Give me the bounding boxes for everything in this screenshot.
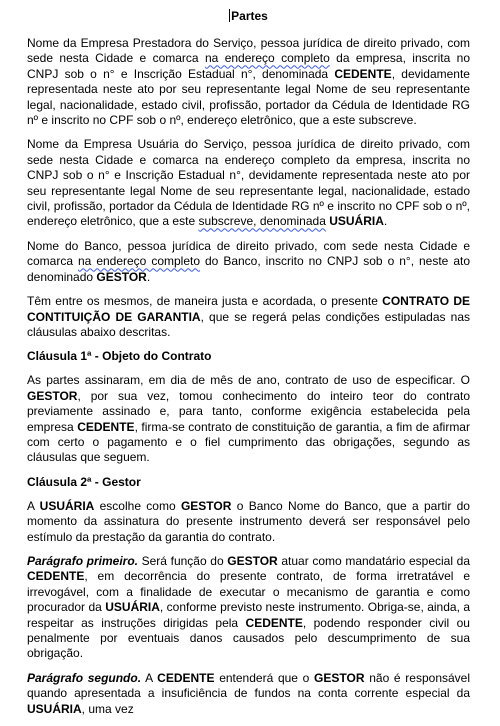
clause-2-heading: Cláusula 2ª - Gestor xyxy=(27,474,141,489)
bold-term: GESTOR xyxy=(96,269,147,284)
spellcheck-underline[interactable]: na endereço completo xyxy=(204,51,330,66)
bold-term: CEDENTE xyxy=(157,670,215,685)
bold-term: USUÁRIA xyxy=(329,214,384,229)
text: entenderá que o xyxy=(214,670,315,685)
text: escolhe como xyxy=(94,498,181,513)
paragraph-second xyxy=(27,671,470,717)
text: do Banco, inscrito no CNPJ sob o n°, neste ato denominado xyxy=(27,254,471,284)
bold-term: USUÁRIA xyxy=(39,498,95,513)
paragraph-clause-1 xyxy=(27,373,470,465)
bold-term: USUÁRIA xyxy=(105,600,160,615)
text: Nome da Empresa Prestadora do Serviço, pessoa jurídica de direito privado, com sede nesta Cidade e comarca xyxy=(27,36,470,66)
paragraph-contract xyxy=(27,294,470,340)
bold-term: CEDENTE xyxy=(77,419,135,434)
bold-term: USUÁRIA xyxy=(27,701,82,716)
paragraph-gestor xyxy=(27,239,470,285)
text-cursor xyxy=(229,9,230,22)
bold-term: CEDENTE xyxy=(245,615,303,630)
clause-1-heading: Cláusula 1ª - Objeto do Contrato xyxy=(27,349,212,364)
bold-term: GESTOR xyxy=(180,498,232,513)
text: da empresa, inscrita no CNPJ sob o n° e Inscrição Estadual n°, denominada xyxy=(27,51,471,81)
bold-term: GESTOR xyxy=(227,553,278,568)
text: , em decorrência do presente contrato, de forma irretratável e irrevogável, com a finalidade de executar o mecanismo de garantia e como procurador da xyxy=(27,569,470,615)
paragraph-label: Parágrafo primeiro. xyxy=(27,553,138,568)
text: As partes assinaram, em dia de mês de ano, contrato de uso de especificar. O xyxy=(27,373,470,388)
paragraph-label: Parágrafo segundo. xyxy=(27,670,142,685)
text: A xyxy=(141,670,158,685)
section-title xyxy=(27,8,470,24)
bold-term: GESTOR xyxy=(314,670,365,685)
text: atuar como mandatário especial da xyxy=(277,553,471,568)
bold-term: CEDENTE xyxy=(27,569,85,584)
paragraph-first xyxy=(27,554,470,662)
spellcheck-underline[interactable]: subscreve, denominada xyxy=(198,214,326,229)
text: , uma vez xyxy=(81,701,134,716)
text: o Banco Nome do Banco, que a partir do momento da assinatura do presente instrumento deverá ser responsável pelo estímulo da prestação da garantia do contrato. xyxy=(27,498,470,544)
text: , devidamente representada neste ato por seu representante legal Nome de seu representante legal, nacionalidade, estado civil, profissão, portador da Cédula de Identidade RG nº e inscrito no CPF sob o nº, endereço eletrônico, que a este subscreve. xyxy=(27,66,470,128)
bold-term: GESTOR xyxy=(27,388,78,403)
paragraph-cedente xyxy=(27,36,470,128)
text: , que se regerá pelas condições estipuladas nas cláusulas abaixo descritas. xyxy=(27,309,470,339)
text: Nome da Empresa Usuária do Serviço, pessoa jurídica de direito privado, com sede nesta Cidade e comarca na endereço completo da empresa, inscrita no CNPJ sob o n° e Inscrição Estadual n°, devidamente representada neste ato por seu representante legal Nome de seu representante legal, nacionalidade, estado civil, profissão, portador da Cédula de Identidade RG nº e inscrito no CPF sob o nº, endereço eletrônico, que a este xyxy=(27,137,470,229)
spellcheck-underline[interactable]: na endereço completo xyxy=(78,254,201,269)
text: , conforme previsto neste instrumento. Obriga-se, ainda, a respeitar as instruções dirigidas pela xyxy=(27,600,471,630)
text: Será função do xyxy=(138,553,228,568)
text: , por sua vez, tomou conhecimento do inteiro teor do contrato previamente assinado e, para tanto, conforme exigência estabelecida pela empresa xyxy=(27,388,470,434)
paragraph-clause-2 xyxy=(27,499,470,545)
text: Nome do Banco, pessoa jurídica de direito privado, com sede nesta Cidade e comarca xyxy=(27,238,470,269)
text: Têm entre os mesmos, de maneira justa e acordada, o presente xyxy=(27,294,383,309)
document-page xyxy=(27,8,470,726)
text: . xyxy=(383,214,388,229)
text: A xyxy=(27,498,40,513)
title-text: Partes xyxy=(231,9,268,23)
text: , firma-se contrato de constituição de garantia, a fim de afirmar com certo o pagamento e o fiel cumprimento das obrigações, segundo as cláusulas que seguem. xyxy=(27,419,470,465)
paragraph-usuaria xyxy=(27,137,470,229)
text: , podendo responder civil ou penalmente por eventuais danos causados pelo descumprimento de sua obrigação. xyxy=(27,615,470,661)
text: não é responsável quando apresentada a insuficiência de fundos na conta corrente especial da xyxy=(27,670,471,701)
text: . xyxy=(146,269,151,284)
bold-term: CONTRATO DE CONTITUIÇÃO DE GARANTIA xyxy=(27,294,470,324)
bold-term: CEDENTE xyxy=(334,66,392,81)
